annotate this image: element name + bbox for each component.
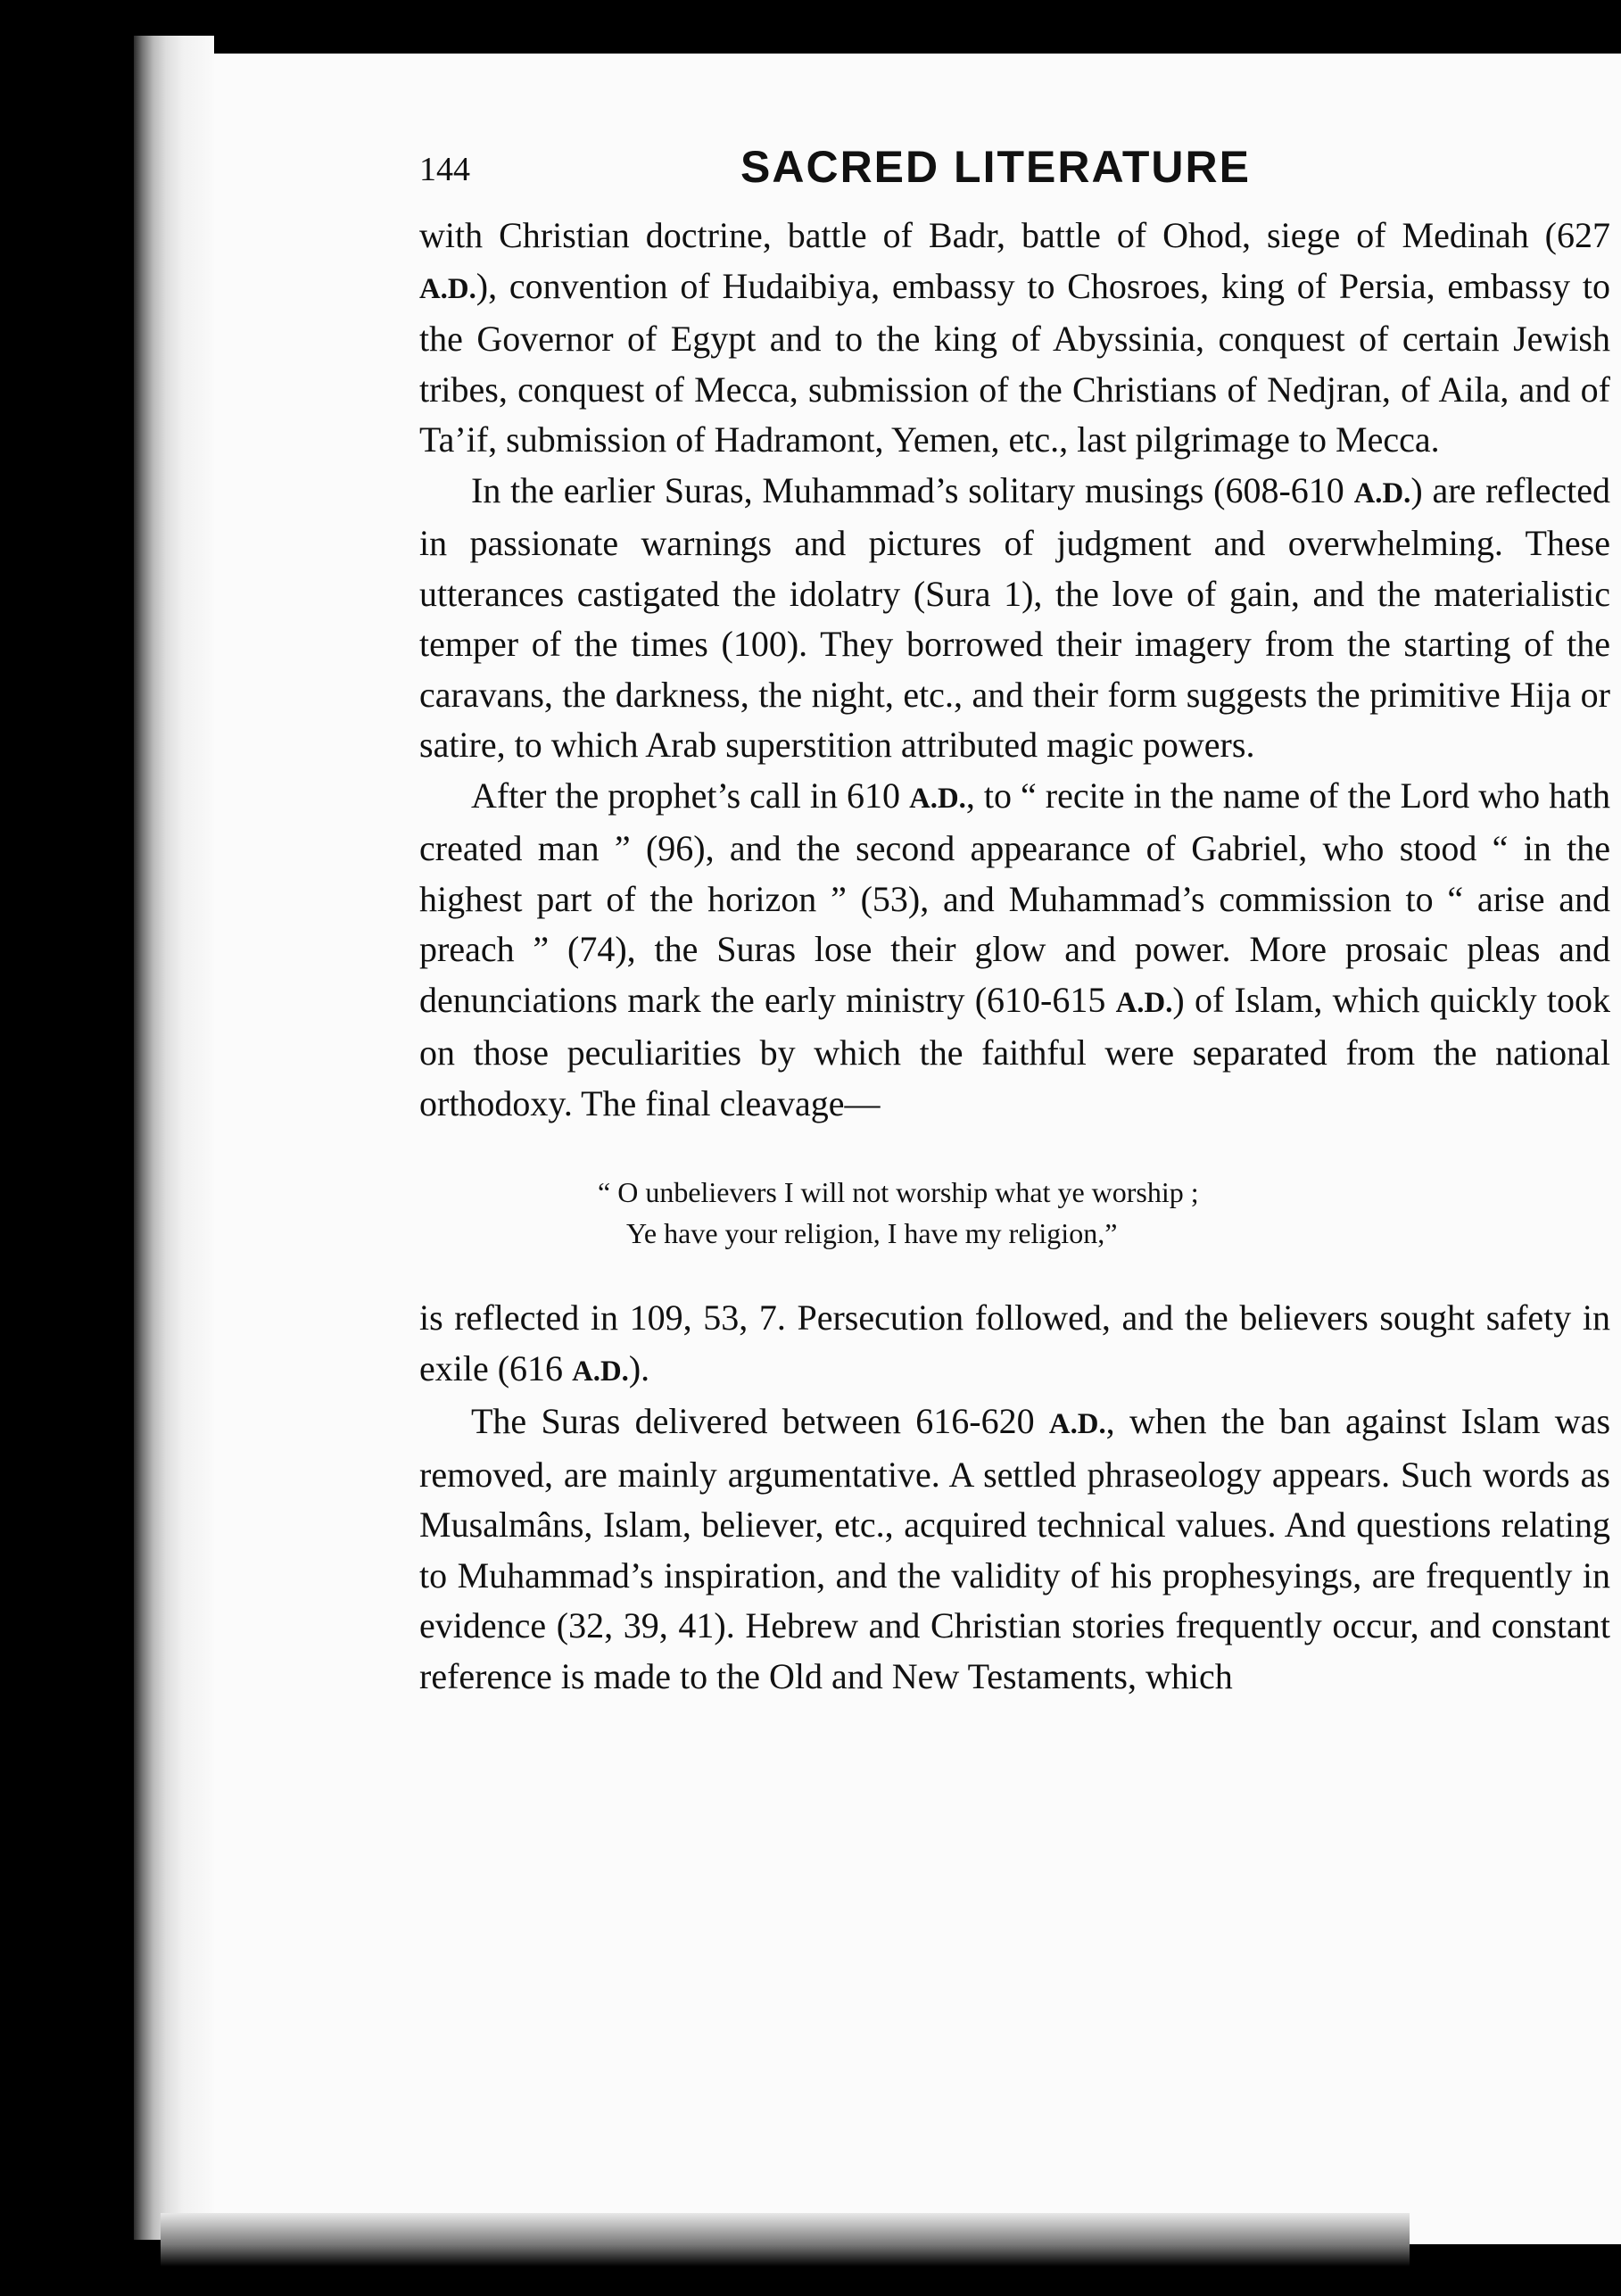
- text-block: [419, 134, 1610, 1702]
- paragraph: [419, 1397, 1610, 1702]
- quote-line-2: Ye have your religion, I have my religion,”: [626, 1217, 1118, 1249]
- paragraph: [419, 211, 1610, 466]
- era-abbreviation: A.D.: [1115, 986, 1173, 1019]
- page-title: SACRED LITERATURE: [740, 142, 1251, 192]
- text-run: ), convention of Hudaibiya, embassy to Chosroes, king of Persia, embassy to the Governor of Egypt and to the king of Abyssinia, conquest of certain Jewish tribes, conquest of Mecca, submission of the Christians of Nedjran, of Aila, and of Ta’if, submission of Hadramont, Yemen, etc., last pilgrimage to Mecca.: [419, 265, 1610, 460]
- quote-line-1: “ O unbelievers I will not worship what ye worship ;: [598, 1176, 1199, 1208]
- text-run: After the prophet’s call in 610: [471, 775, 910, 816]
- paragraph: [419, 1293, 1610, 1397]
- body-text-after-quote: [419, 1293, 1610, 1702]
- body-text-before-quote: [419, 211, 1610, 1129]
- text-run: ) of Islam, which quickly took on those peculiarities by which the faithful were separated from the national orthodoxy. The final cleavage—: [419, 979, 1610, 1123]
- era-abbreviation: A.D.: [572, 1355, 629, 1388]
- text-run: In the earlier Suras, Muhammad’s solitary musings (608-610: [471, 469, 1354, 510]
- page-bottom-shadow: [161, 2213, 1410, 2267]
- paragraph: [419, 771, 1610, 1130]
- text-run: ).: [628, 1347, 650, 1388]
- era-abbreviation: A.D.: [1353, 477, 1411, 510]
- text-run: The Suras delivered between 616-620: [471, 1401, 1049, 1441]
- running-head: [419, 134, 1610, 205]
- block-quote: [598, 1172, 1610, 1254]
- book-edge: [134, 36, 214, 2240]
- era-abbreviation: A.D.: [419, 272, 476, 305]
- text-run: is reflected in 109, 53, 7. Persecution followed, and the believers sought safety in exile (616: [419, 1297, 1610, 1388]
- era-abbreviation: A.D.: [1048, 1408, 1106, 1440]
- text-run: , to “ recite in the name of the Lord who hath created man ” (96), and the second appearance of Gabriel, who stood “ in the highest part of the horizon ” (53), and Muhammad’s commission to “ arise and preach ” (74), the Suras lose their glow and power. More prosaic pleas and denunciations mark the early ministry (610-615: [419, 775, 1610, 1020]
- text-run: ) are reflected in passionate warnings and pictures of judgment and overwhelming. These utterances castigated the idolatry (Sura 1), the love of gain, and the materialistic temper of the times (100). They borrowed their imagery from the starting of the caravans, the darkness, the night, etc., and their form suggests the primitive Hija or satire, to which Arab superstition attributed magic powers.: [419, 469, 1610, 765]
- era-abbreviation: A.D.: [909, 782, 966, 815]
- text-run: , when the ban against Islam was removed, are mainly argumentative. A settled phraseology appears. Such words as Musalmâns, Islam, believer, etc., acquired technical values. And questions relating to Muhammad’s inspiration, and the validity of his prophesyings, are frequently in evidence (32, 39, 41). Hebrew and Christian stories frequently occur, and constant reference is made to the Old and New Testaments, which: [419, 1401, 1611, 1696]
- text-run: with Christian doctrine, battle of Badr, battle of Ohod, siege of Medinah (627: [419, 215, 1610, 255]
- page-number: 144: [419, 151, 470, 188]
- paragraph: [419, 466, 1610, 771]
